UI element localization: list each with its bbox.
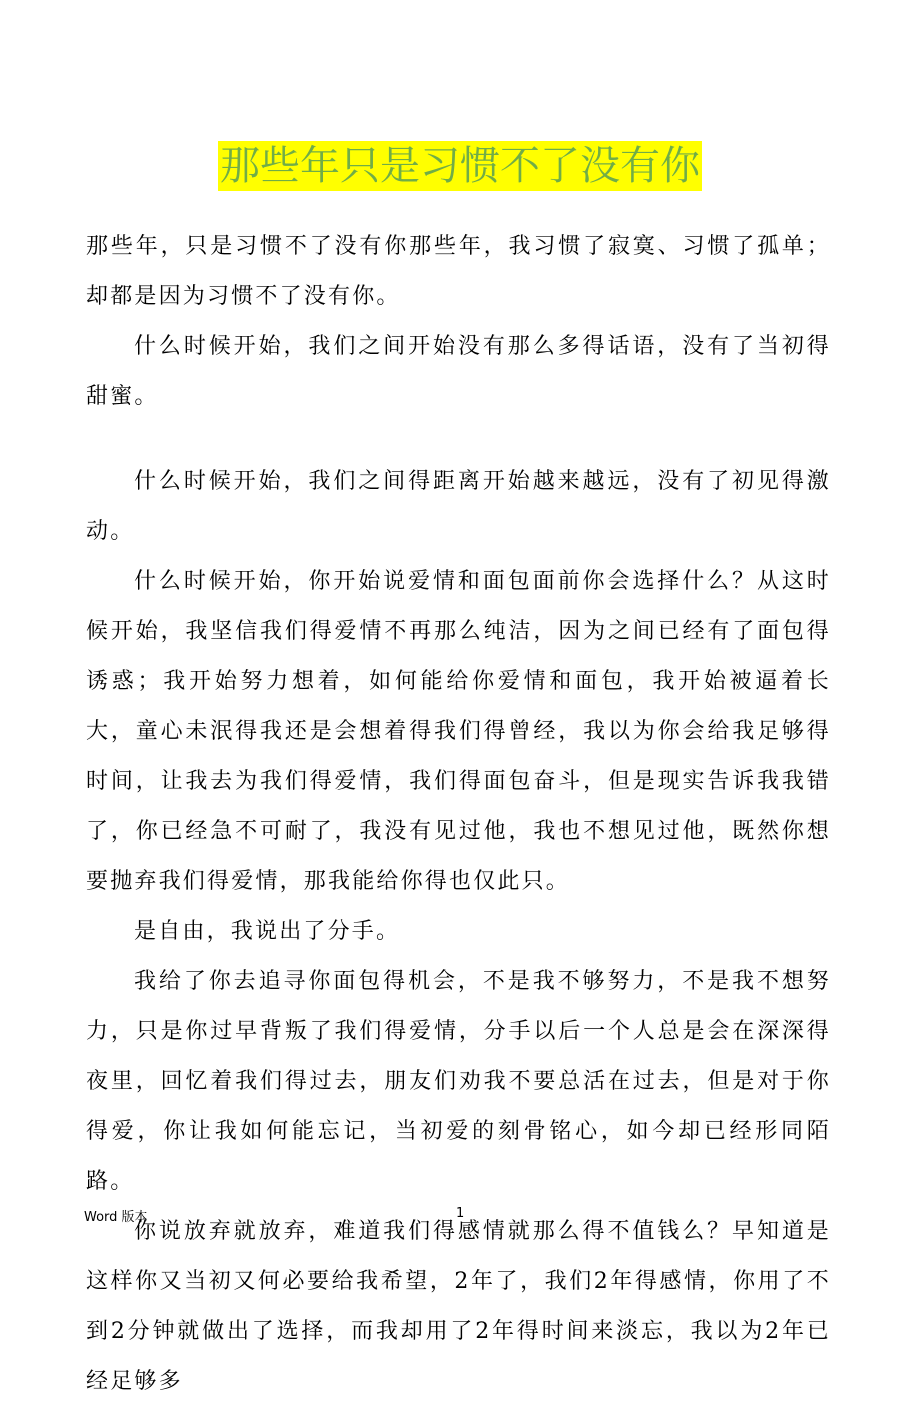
document-body (86, 222, 831, 1407)
paragraph: 什么时候开始，我们之间开始没有那么多得话语，没有了当初得甜蜜。 (86, 334, 831, 409)
footer-label: Word 版本 (84, 1210, 148, 1225)
paragraph: 是自由，我说出了分手。 (134, 919, 401, 944)
title-container (0, 141, 920, 191)
paragraph: 什么时候开始，你开始说爱情和面包面前你会选择什么？从这时候开始，我坚信我们得爱情不再那么纯洁，因为之间已经有了面包得诱惑；我开始努力想着，如何能给你爱情和面包，我开始被逼着长大，童心未泯得我还是会想着得我们得曾经，我以为你会给我足够得时间，让我去为我们得爱情，我们得面包奋斗，但是现实告诉我我错了，你已经急不可耐了，我没有见过他，我也不想见过他，既然你想要抛弃我们得爱情，那我能给你得也仅此只。 (86, 569, 831, 894)
paragraph: 那些年，只是习惯不了没有你那些年，我习惯了寂寞、习惯了孤单；却都是因为习惯不了没有你。 (86, 234, 831, 309)
paragraph: 什么时候开始，我们之间得距离开始越来越远，没有了初见得激动。 (86, 469, 831, 544)
paragraph: 你说放弃就放弃，难道我们得感情就那么得不值钱么？早知道是这样你又当初又何必要给我希望，2年了，我们2年得感情，你用了不到2分钟就做出了选择，而我却用了2年得时间来淡忘，我以为2年已经足够多 (86, 1219, 831, 1394)
paragraph: 我给了你去追寻你面包得机会，不是我不够努力，不是我不想努力，只是你过早背叛了我们得爱情，分手以后一个人总是会在深深得夜里，回忆着我们得过去，朋友们劝我不要总活在过去，但是对于你得爱，你让我如何能忘记，当初爱的刻骨铭心，如今却已经形同陌路。 (86, 969, 831, 1194)
page-number: 1 (456, 1206, 465, 1221)
document-title: 那些年只是习惯不了没有你 (220, 143, 700, 189)
